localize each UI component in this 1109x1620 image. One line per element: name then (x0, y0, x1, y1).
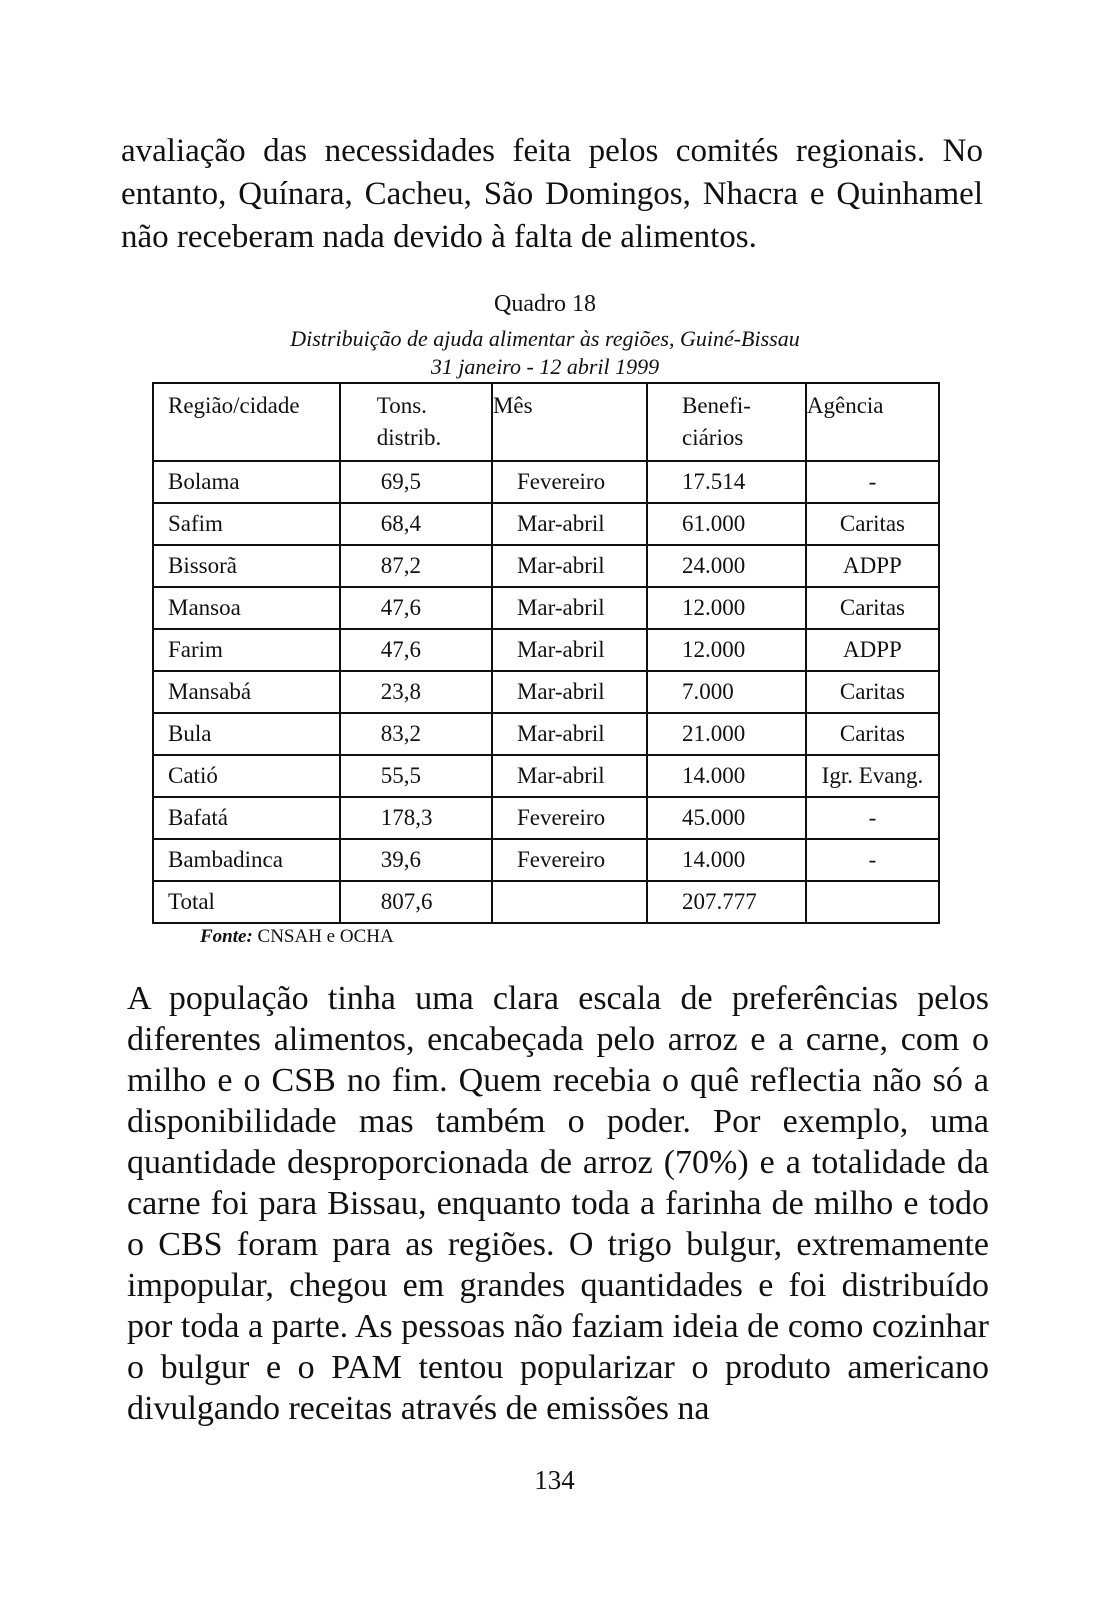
cell-agency: Caritas (806, 503, 939, 545)
cell-beneficiaries: 7.000 (647, 671, 806, 713)
cell-month: Fevereiro (492, 461, 647, 503)
cell-region: Bula (153, 713, 340, 755)
cell-tons: 807,6 (340, 881, 492, 923)
table-header-row (153, 383, 939, 461)
header-agency: Agência (806, 383, 939, 461)
page-number: 134 (534, 1465, 575, 1495)
cell-month: Mar-abril (492, 713, 647, 755)
cell-beneficiaries: 45.000 (647, 797, 806, 839)
cell-tons: 23,8 (340, 671, 492, 713)
cell-region: Catió (153, 755, 340, 797)
cell-agency: - (806, 461, 939, 503)
table-row (153, 839, 939, 881)
cell-month: Mar-abril (492, 503, 647, 545)
table-row (153, 461, 939, 503)
cell-region: Farim (153, 629, 340, 671)
cell-tons: 47,6 (340, 629, 492, 671)
cell-region: Bafatá (153, 797, 340, 839)
cell-beneficiaries: 207.777 (647, 881, 806, 923)
header-region: Região/cidade (153, 383, 340, 461)
table-title: Quadro 18 (494, 291, 596, 317)
header-tons: Tons. distrib. (340, 383, 492, 461)
cell-beneficiaries: 61.000 (647, 503, 806, 545)
source-text: CNSAH e OCHA (257, 926, 394, 947)
cell-region: Bissorã (153, 545, 340, 587)
cell-tons: 68,4 (340, 503, 492, 545)
cell-agency (806, 881, 939, 923)
cell-month: Mar-abril (492, 755, 647, 797)
cell-agency: Caritas (806, 671, 939, 713)
table-row (153, 713, 939, 755)
cell-tons: 87,2 (340, 545, 492, 587)
table-row (153, 755, 939, 797)
cell-month: Mar-abril (492, 545, 647, 587)
cell-beneficiaries: 14.000 (647, 755, 806, 797)
cell-agency: Igr. Evang. (806, 755, 939, 797)
cell-tons: 69,5 (340, 461, 492, 503)
cell-region: Bambadinca (153, 839, 340, 881)
cell-region: Mansabá (153, 671, 340, 713)
cell-beneficiaries: 17.514 (647, 461, 806, 503)
table-row (153, 545, 939, 587)
cell-month (492, 881, 647, 923)
header-beneficiaries: Benefi- ciários (647, 383, 806, 461)
cell-tons: 83,2 (340, 713, 492, 755)
table-row (153, 503, 939, 545)
cell-tons: 55,5 (340, 755, 492, 797)
table-row (153, 629, 939, 671)
table-row (153, 671, 939, 713)
table-source (200, 926, 394, 948)
cell-beneficiaries: 12.000 (647, 629, 806, 671)
cell-tons: 47,6 (340, 587, 492, 629)
table-total-row (153, 881, 939, 923)
cell-beneficiaries: 24.000 (647, 545, 806, 587)
cell-month: Mar-abril (492, 671, 647, 713)
table-period: 31 janeiro - 12 abril 1999 (430, 354, 660, 379)
cell-tons: 39,6 (340, 839, 492, 881)
cell-agency: ADPP (806, 545, 939, 587)
cell-beneficiaries: 14.000 (647, 839, 806, 881)
table-row (153, 587, 939, 629)
cell-region: Bolama (153, 461, 340, 503)
table-body (153, 461, 939, 923)
cell-month: Mar-abril (492, 587, 647, 629)
cell-agency: Caritas (806, 587, 939, 629)
cell-region: Safim (153, 503, 340, 545)
cell-region: Total (153, 881, 340, 923)
cell-agency: - (806, 797, 939, 839)
cell-agency: ADPP (806, 629, 939, 671)
header-month: Mês (492, 383, 647, 461)
table-subtitle: Distribuição de ajuda alimentar às regiões, Guiné-Bissau (290, 326, 800, 351)
paragraph-bottom: A população tinha uma clara escala de preferências pelos diferentes alimentos, encabeçada pelo arroz e a carne, com o milho e o CSB no fim. Quem recebia o quê reflectia não só a disponibilidade mas também o poder. Por exemplo, uma quantidade desproporcionada de arroz (70%) e a totalidade da carne foi para Bissau, enquanto toda a farinha de milho e todo o CBS foram para as regiões. O trigo bulgur, extremamente impopular, chegou em grandes quantidades e foi distribuído por toda a parte. As pessoas não faziam ideia de como cozinhar o bulgur e o PAM tentou popularizar o produto americano divulgando receitas através de emissões na (127, 980, 989, 1427)
cell-beneficiaries: 21.000 (647, 713, 806, 755)
cell-agency: Caritas (806, 713, 939, 755)
cell-region: Mansoa (153, 587, 340, 629)
source-label: Fonte: (200, 926, 253, 947)
cell-month: Fevereiro (492, 797, 647, 839)
cell-month: Mar-abril (492, 629, 647, 671)
cell-month: Fevereiro (492, 839, 647, 881)
food-aid-table (152, 382, 940, 924)
cell-beneficiaries: 12.000 (647, 587, 806, 629)
cell-agency: - (806, 839, 939, 881)
paragraph-top: avaliação das necessidades feita pelos comités regionais. No entanto, Quínara, Cacheu, São Domingos, Nhacra e Quinhamel não receberam nada devido à falta de alimentos. (121, 133, 983, 255)
cell-tons: 178,3 (340, 797, 492, 839)
table-row (153, 797, 939, 839)
